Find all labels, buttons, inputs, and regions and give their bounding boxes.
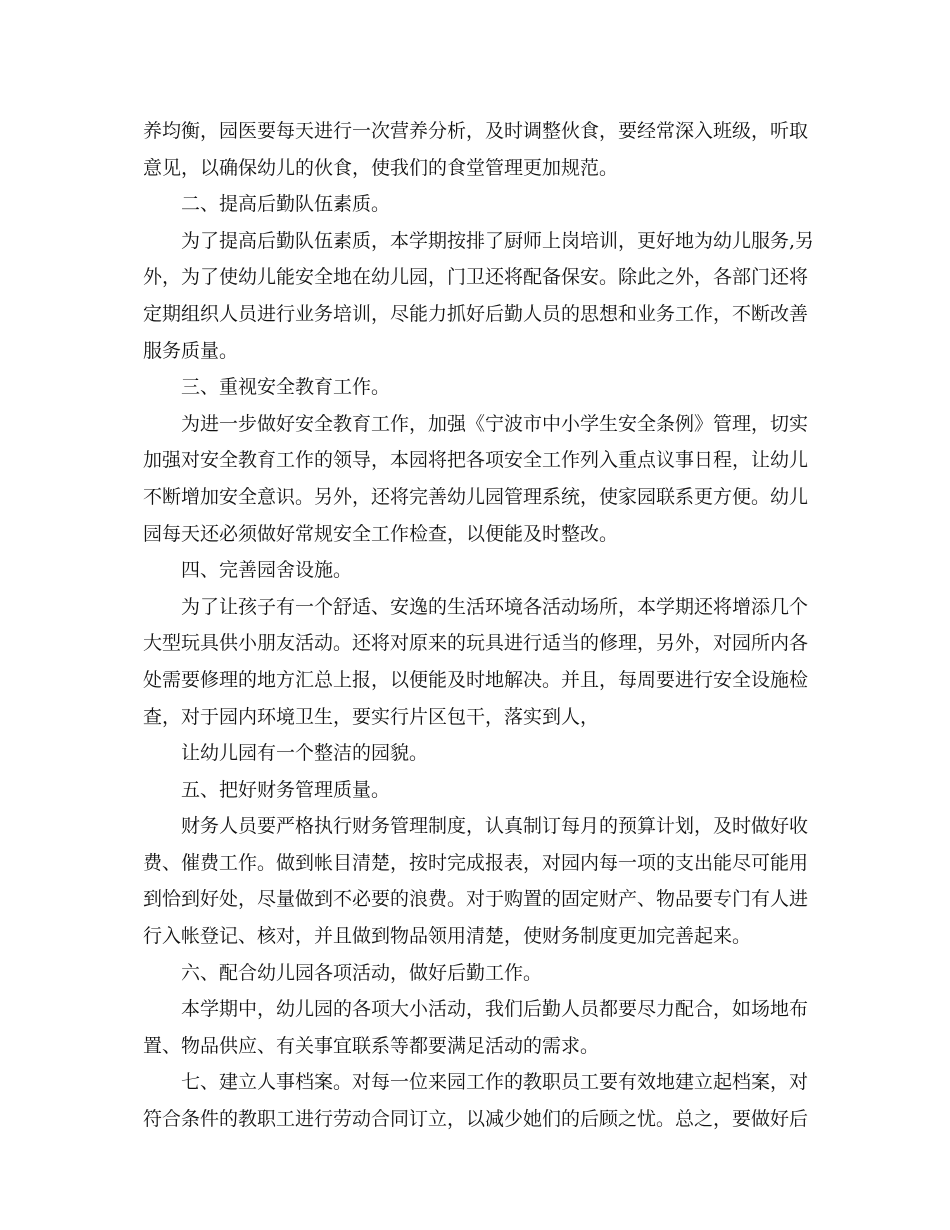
document-body bbox=[143, 113, 823, 1138]
text-line: 让幼儿园有一个整洁的园貌。 bbox=[181, 742, 429, 765]
text-line: 不断增加安全意识。另外，还将完善幼儿园管理系统，使家园联系更方便。幼儿 bbox=[143, 485, 809, 508]
text-line: 行入帐登记、核对，并且做到物品领用清楚，使财务制度更加完善起来。 bbox=[143, 925, 752, 948]
text-line: 本学期中，幼儿园的各项大小活动，我们后勤人员都要尽力配合，如场地布 bbox=[181, 998, 809, 1021]
text-line: 费、催费工作。做到帐目清楚，按时完成报表，对园内每一项的支出能尽可能用 bbox=[143, 851, 809, 874]
text-line: 外，为了使幼儿能安全地在幼儿园，门卫还将配备保安。除此之外，各部门还将 bbox=[143, 266, 809, 289]
section-heading: 二、提高后勤队伍素质。 bbox=[181, 193, 391, 216]
text-line: 符合条件的教职工进行劳动合同订立，以减少她们的后顾之忧。总之，要做好后 bbox=[143, 1108, 809, 1131]
text-line: 为了提高后勤队伍素质，本学期按排了厨师上岗培训，更好地为幼儿服务,另 bbox=[181, 229, 815, 252]
text-line: 到恰到好处，尽量做到不必要的浪费。对于购置的固定财产、物品要专门有人进 bbox=[143, 888, 809, 911]
text-line: 加强对安全教育工作的领导，本园将把各项安全工作列入重点议事日程，让幼儿 bbox=[143, 449, 809, 472]
text-line: 置、物品供应、有关事宜联系等都要满足活动的需求。 bbox=[143, 1034, 600, 1057]
text-line: 意见，以确保幼儿的伙食，使我们的食堂管理更加规范。 bbox=[143, 156, 619, 179]
section-heading: 五、把好财务管理质量。 bbox=[181, 778, 391, 801]
text-line: 园每天还必须做好常规安全工作检查，以便能及时整改。 bbox=[143, 522, 619, 545]
text-line: 财务人员要严格执行财务管理制度，认真制订每月的预算计划，及时做好收 bbox=[181, 815, 809, 838]
text-line: 定期组织人员进行业务培训，尽能力抓好后勤人员的思想和业务工作，不断改善 bbox=[143, 302, 809, 325]
text-line: 为了让孩子有一个舒适、安逸的生活环境各活动场所，本学期还将增添几个 bbox=[181, 595, 809, 618]
text-line: 处需要修理的地方汇总上报，以便能及时地解决。并且，每周要进行安全设施检 bbox=[143, 668, 809, 691]
section-heading: 六、配合幼儿园各项活动，做好后勤工作。 bbox=[181, 961, 543, 984]
section-heading: 三、重视安全教育工作。 bbox=[181, 376, 391, 399]
text-line: 为进一步做好安全教育工作，加强《宁波市中小学生安全条例》管理，切实 bbox=[181, 412, 809, 435]
section-heading: 七、建立人事档案。对每一位来园工作的教职员工要有效地建立起档案，对 bbox=[181, 1071, 809, 1094]
section-heading: 四、完善园舍设施。 bbox=[181, 559, 353, 582]
text-line: 服务质量。 bbox=[143, 339, 239, 362]
text-line: 养均衡，园医要每天进行一次营养分析，及时调整伙食，要经常深入班级，听取 bbox=[143, 120, 809, 142]
text-line: 查，对于园内环境卫生，要实行片区包干，落实到人， bbox=[143, 705, 600, 728]
text-line: 大型玩具供小朋友活动。还将对原来的玩具进行适当的修理，另外，对园所内各 bbox=[143, 632, 809, 655]
